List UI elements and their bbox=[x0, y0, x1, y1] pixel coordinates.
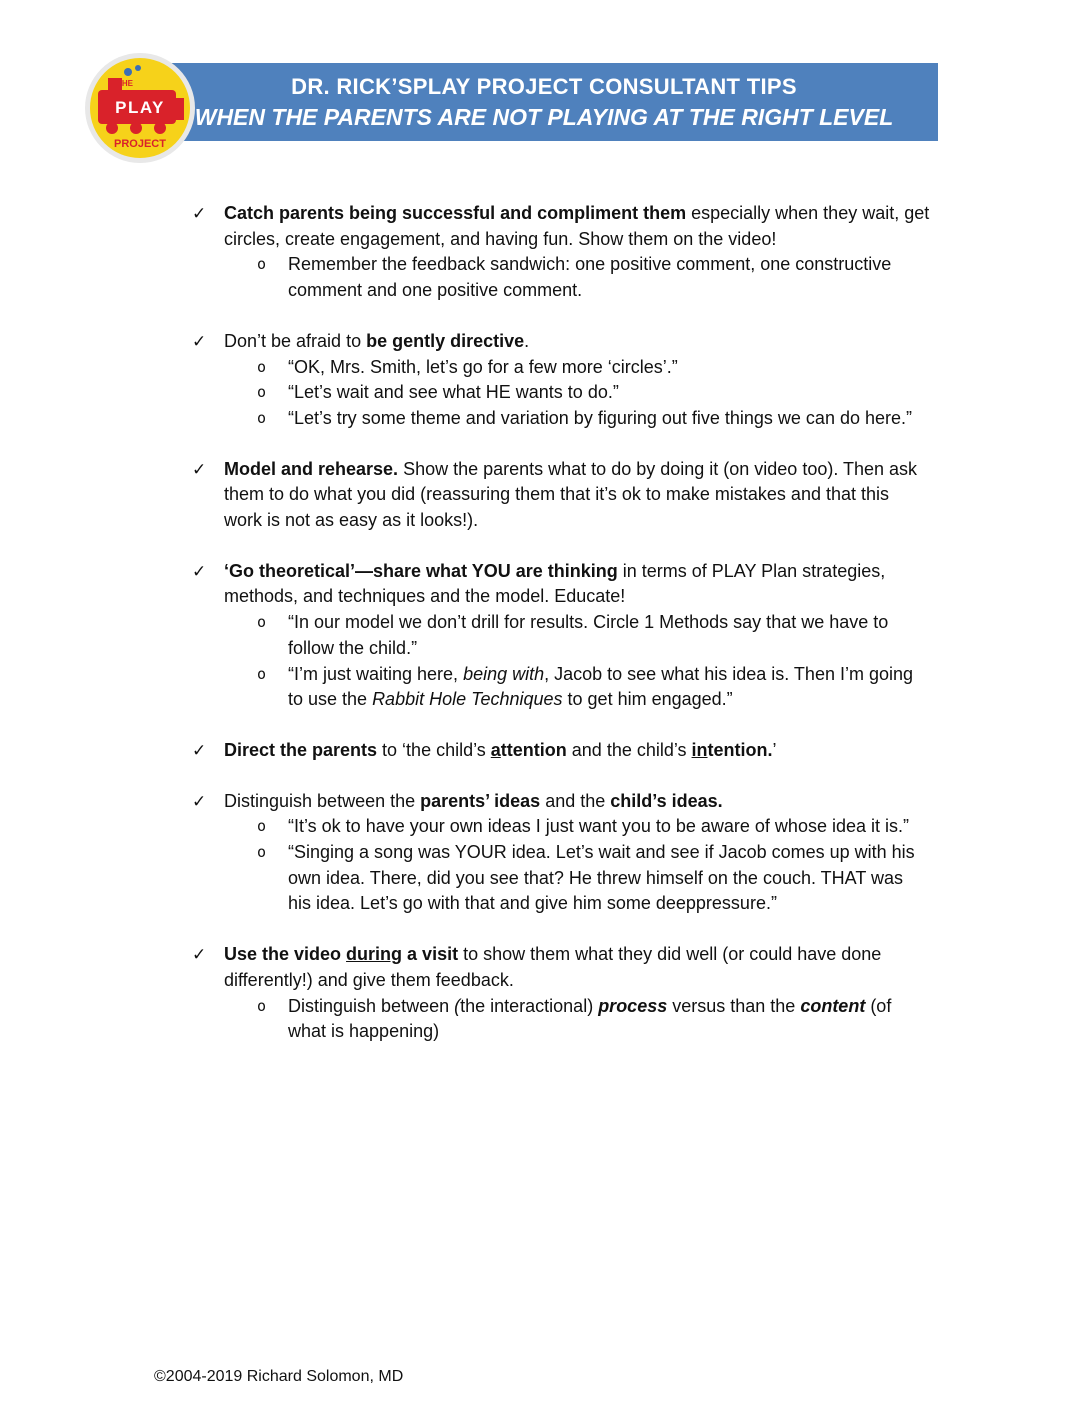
tips-list bbox=[190, 201, 930, 1070]
checkmark-icon: ✓ bbox=[192, 204, 207, 223]
sub-point-text: “Singing a song was YOUR idea. Let’s wait and see if Jacob comes up with his own idea. There, did you see that? He threw himself on the couch. THAT was his idea. Let’s go with that and give him some deeppressure.” bbox=[288, 842, 915, 914]
circle-bullet-icon: o bbox=[257, 613, 267, 632]
checkmark-icon: ✓ bbox=[192, 331, 207, 351]
checkmark-icon: ✓ bbox=[192, 740, 207, 760]
sub-point-text: “Let’s try some theme and variation by figuring out five things we can do here.” bbox=[288, 407, 912, 428]
play-project-logo bbox=[84, 52, 196, 164]
tip-item bbox=[190, 329, 930, 432]
circle-bullet-icon: o bbox=[257, 664, 267, 683]
sub-point bbox=[224, 662, 930, 713]
logo-text-bottom: PROJECT bbox=[114, 138, 166, 150]
copyright-footer: ©2004-2019 Richard Solomon, MD bbox=[154, 1368, 404, 1385]
circle-bullet-icon: o bbox=[257, 383, 267, 402]
sub-point-text: “OK, Mrs. Smith, let’s go for a few more ‘circles’.” bbox=[288, 356, 678, 377]
tip-text: ‘Go theoretical’—share what YOU are thinking in terms of PLAY Plan strategies, methods, and techniques and the model. Educate! bbox=[224, 560, 886, 607]
sub-point-list bbox=[224, 252, 930, 303]
circle-bullet-icon: o bbox=[257, 996, 267, 1015]
sub-point bbox=[224, 994, 930, 1045]
tip-item bbox=[190, 559, 930, 713]
page-title: DR. RICK’SPLAY PROJECT CONSULTANT TIPS bbox=[291, 74, 797, 99]
tip-text: Use the video during a visit to show them what they did well (or could have done differently!) and give them feedback. bbox=[224, 944, 882, 990]
circle-bullet-icon: o bbox=[257, 817, 267, 836]
sub-point-list bbox=[224, 355, 930, 432]
page-subtitle: WHEN THE PARENTS ARE NOT PLAYING AT THE RIGHT LEVEL bbox=[194, 104, 894, 130]
logo-text-play: PLAY bbox=[115, 98, 165, 117]
tip-text: Catch parents being successful and compliment them especially when they wait, get circles, create engagement, and having fun. Show them on the video! bbox=[224, 203, 930, 249]
sub-point-text: “I’m just waiting here, being with, Jacob to see what his idea is. Then I’m going to use the Rabbit Hole Techniques to get him engaged.” bbox=[288, 663, 914, 710]
sub-point-text: Remember the feedback sandwich: one positive comment, one constructive comment and one positive comment. bbox=[288, 254, 892, 301]
sub-point-text: “Let’s wait and see what HE wants to do.” bbox=[288, 382, 619, 403]
tip-item bbox=[190, 789, 930, 918]
tip-text: Direct the parents to ‘the child’s attention and the child’s intention.’ bbox=[224, 739, 777, 760]
logo-text-top: THE bbox=[117, 79, 133, 88]
sub-point bbox=[224, 610, 930, 661]
sub-point-text: “In our model we don’t drill for results. Circle 1 Methods say that we have to follow the child.” bbox=[288, 612, 889, 658]
sub-point bbox=[224, 380, 930, 406]
circle-bullet-icon: o bbox=[257, 255, 267, 274]
tip-text: Model and rehearse. Show the parents what to do by doing it (on video too). Then ask them to do what you did (reassuring them that it’s ok to make mistakes and that this work is not as easy as it looks!). bbox=[224, 458, 918, 531]
sub-point-list bbox=[224, 994, 930, 1045]
sub-point bbox=[224, 252, 930, 303]
sub-point bbox=[224, 406, 930, 432]
tip-item bbox=[190, 457, 930, 534]
tip-item bbox=[190, 201, 930, 304]
sub-point-text: “It’s ok to have your own ideas I just want you to be aware of whose idea it is.” bbox=[288, 816, 909, 837]
tip-item bbox=[190, 738, 930, 764]
tip-item bbox=[190, 942, 930, 1045]
checkmark-icon: ✓ bbox=[192, 791, 207, 811]
checkmark-icon: ✓ bbox=[192, 459, 207, 479]
sub-point-text: Distinguish between (the interactional) process versus than the content (of what is happening) bbox=[288, 995, 892, 1042]
sub-point bbox=[224, 355, 930, 381]
sub-point bbox=[224, 840, 930, 917]
tip-text: Distinguish between the parents’ ideas and the child’s ideas. bbox=[224, 790, 723, 811]
sub-point-list bbox=[224, 610, 930, 713]
tip-text: Don’t be afraid to be gently directive. bbox=[224, 330, 530, 351]
checkmark-icon: ✓ bbox=[192, 561, 207, 581]
sub-point bbox=[224, 814, 930, 840]
circle-bullet-icon: o bbox=[257, 408, 267, 427]
circle-bullet-icon: o bbox=[257, 843, 267, 862]
circle-bullet-icon: o bbox=[257, 357, 267, 376]
sub-point-list bbox=[224, 814, 930, 917]
checkmark-icon: ✓ bbox=[192, 945, 207, 965]
